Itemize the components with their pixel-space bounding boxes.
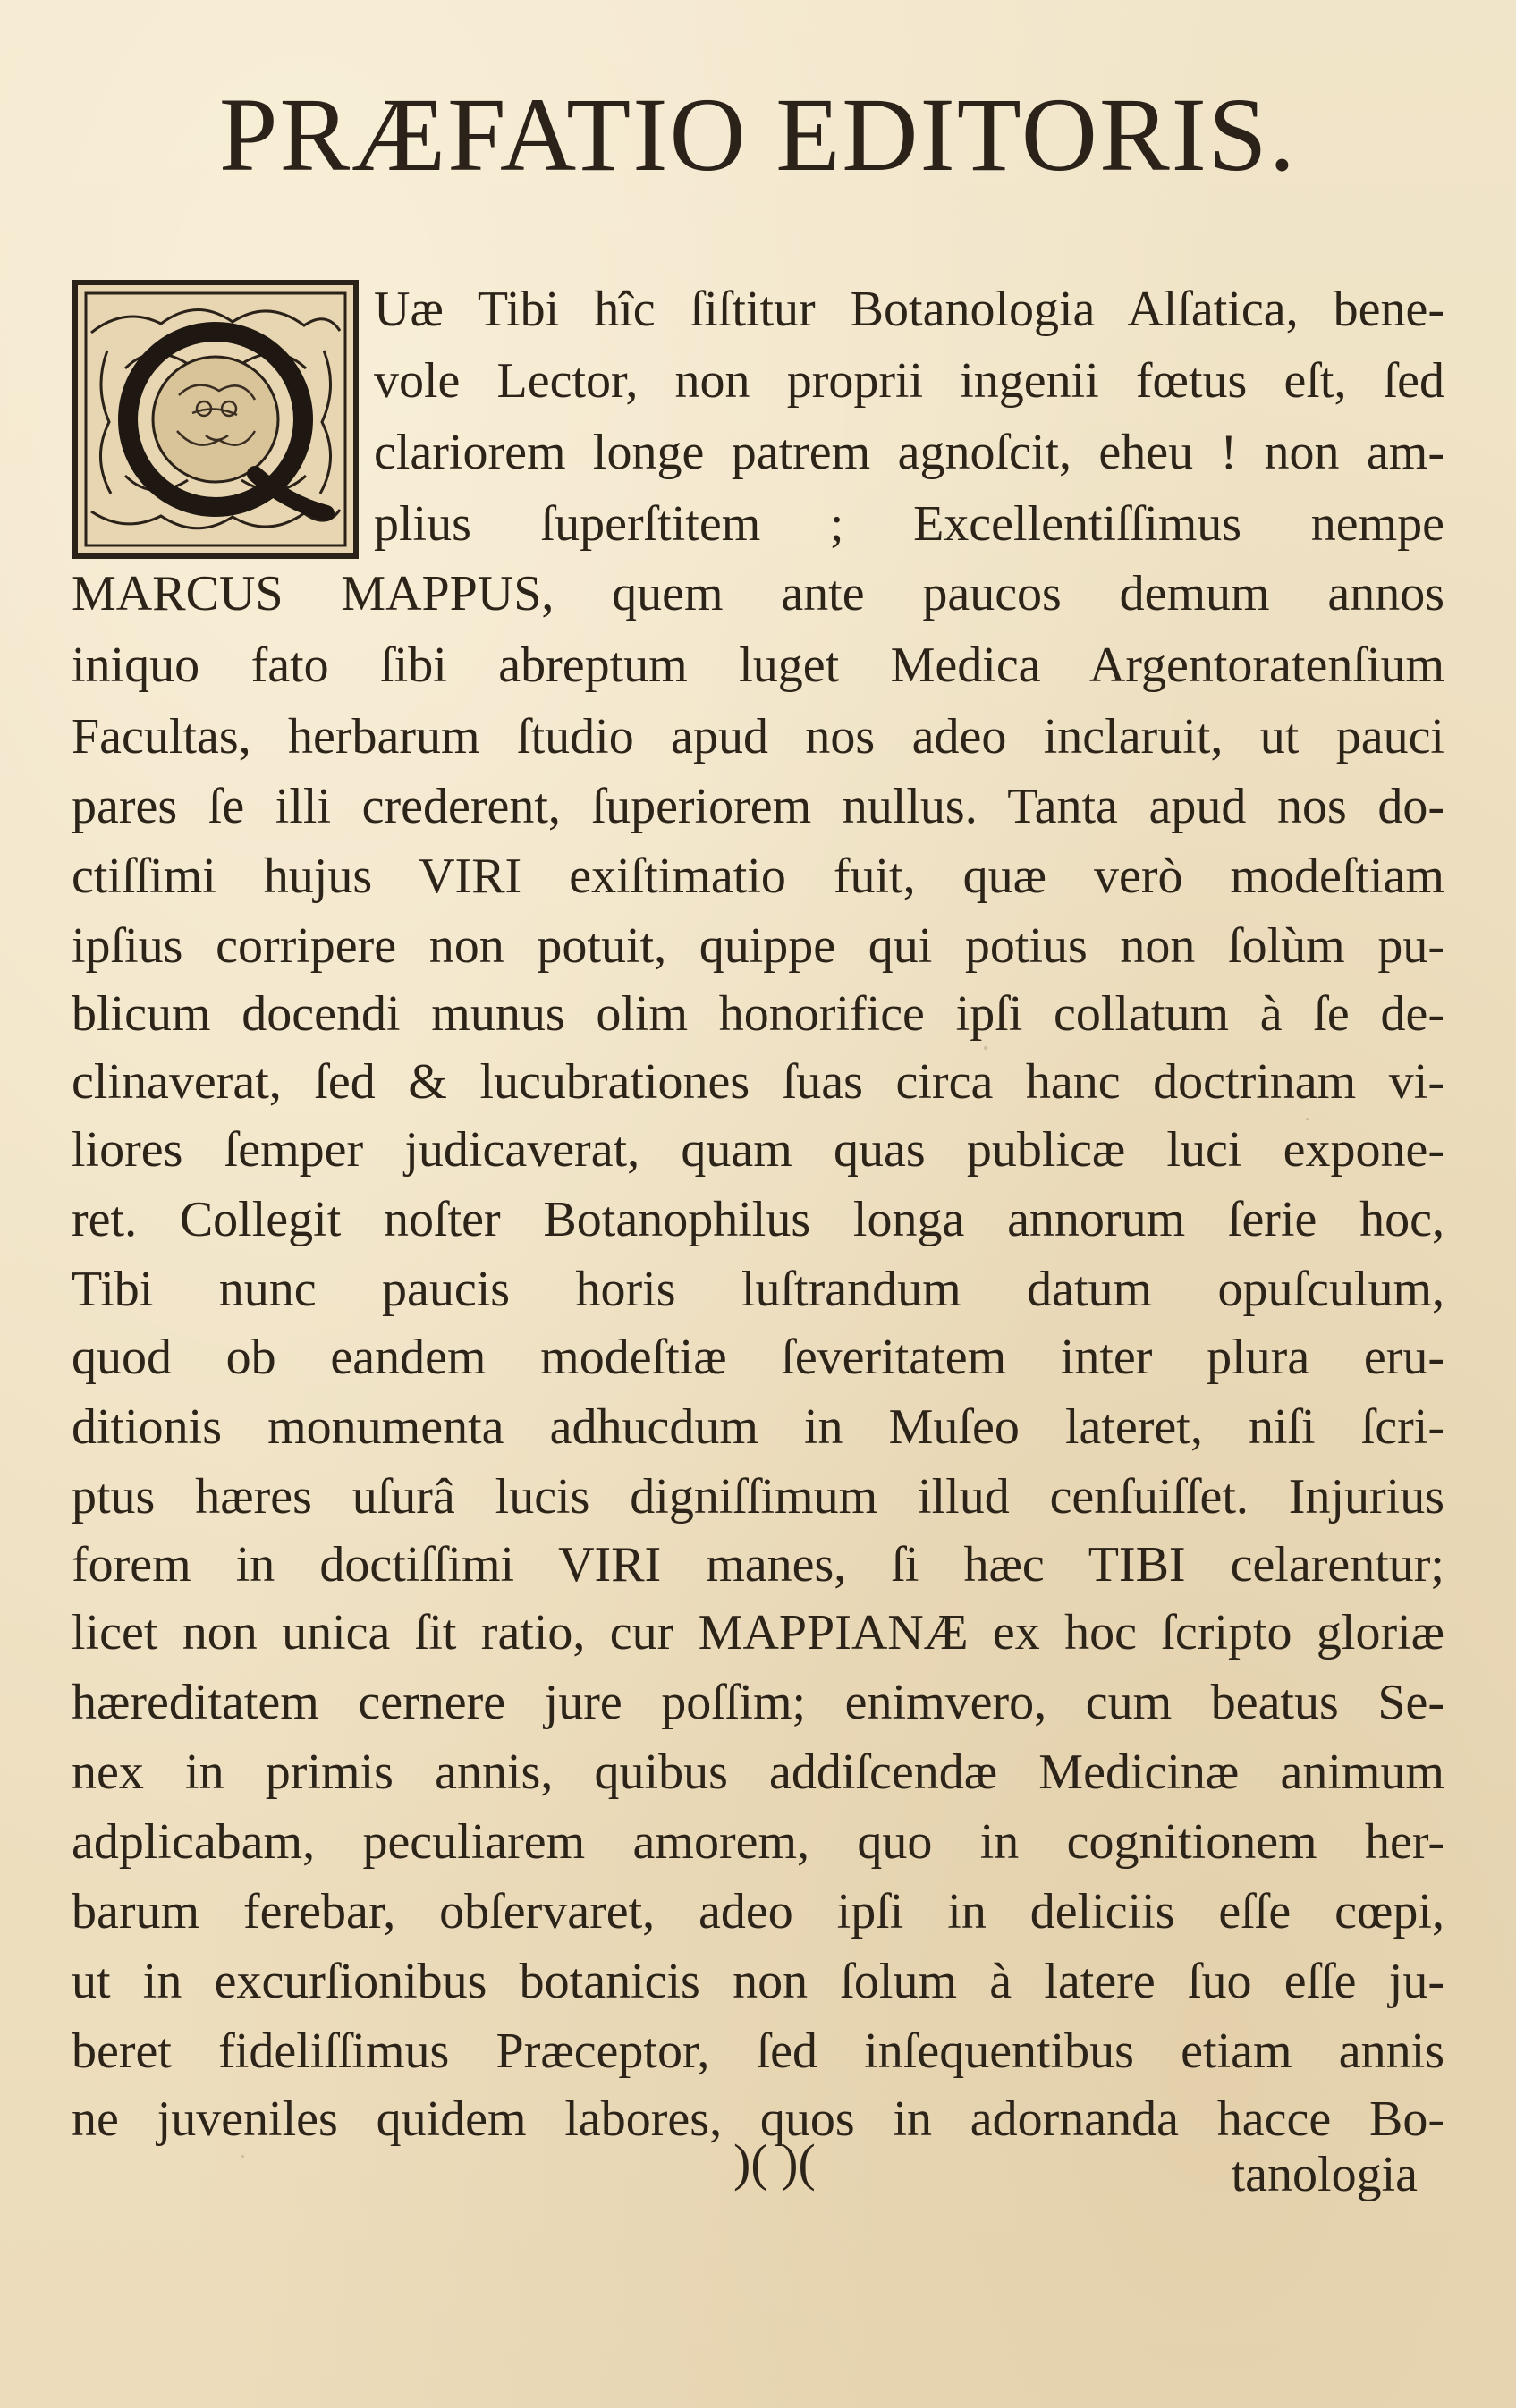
paper-speck bbox=[984, 1046, 987, 1050]
text-line-11: blicum docendi munus olim honorifice ipſi collatum à ſe de- bbox=[72, 986, 1444, 1042]
paper-speck bbox=[241, 2155, 244, 2158]
text-line-10: ipſius corripere non potuit, quippe qui potius non ſolùm pu- bbox=[72, 918, 1444, 974]
paper-speck bbox=[1306, 1118, 1309, 1120]
text-line-27: ne juveniles quidem labores, quos in adornanda hacce Bo- bbox=[72, 2091, 1444, 2147]
text-line-5: MARCUS MAPPUS, quem ante paucos demum annos bbox=[72, 566, 1444, 621]
text-line-25: ut in excurſionibus botanicis non ſolum à latere ſuo eſſe ju- bbox=[72, 1954, 1444, 2009]
text-line-6: iniquo fato ſibi abreptum luget Medica Argentoratenſium bbox=[72, 638, 1444, 693]
text-line-18: ptus hæres uſurâ lucis digniſſimum illud cenſuiſſet. Injurius bbox=[72, 1469, 1444, 1525]
text-line-22: nex in primis annis, quibus addiſcendæ Medicinæ animum bbox=[72, 1745, 1444, 1800]
text-line-12: clinaverat, ſed & lucubrationes ſuas circa hanc doctrinam vi- bbox=[72, 1054, 1444, 1110]
text-line-15: Tibi nunc paucis horis luſtrandum datum opuſculum, bbox=[72, 1262, 1444, 1317]
text-line-14: ret. Collegit noſter Botanophilus longa annorum ſerie hoc, bbox=[72, 1192, 1444, 1247]
text-line-24: barum ferebar, obſervaret, adeo ipſi in deliciis eſſe cœpi, bbox=[72, 1884, 1444, 1939]
text-line-23: adplicabam, peculiarem amorem, quo in cognitionem her- bbox=[72, 1814, 1444, 1870]
text-line-16: quod ob eandem modeſtiæ ſeveritatem inter plura eru- bbox=[72, 1330, 1444, 1385]
text-line-1: Uæ Tibi hîc ſiſtitur Botanologia Alſatica, bene- bbox=[374, 282, 1444, 337]
text-line-7: Facultas, herbarum ſtudio apud nos adeo inclaruit, ut pauci bbox=[72, 709, 1444, 765]
decorative-initial-q-icon bbox=[72, 279, 360, 560]
text-line-20: licet non unica ſit ratio, cur MAPPIANÆ ex hoc ſcripto gloriæ bbox=[72, 1605, 1444, 1660]
catchword: tanologia bbox=[1231, 2147, 1418, 2202]
text-line-21: hæreditatem cernere jure poſſim; enimvero, cum beatus Se- bbox=[72, 1675, 1444, 1730]
text-line-8: pares ſe illi crederent, ſuperiorem nullus. Tanta apud nos do- bbox=[72, 779, 1444, 834]
text-line-19: forem in doctiſſimi VIRI manes, ſi hæc TIBI celarentur; bbox=[72, 1537, 1444, 1593]
text-line-13: liores ſemper judicaverat, quam quas publicæ luci expone- bbox=[72, 1122, 1444, 1178]
text-line-26: beret fideliſſimus Præceptor, ſed inſequentibus etiam annis bbox=[72, 2024, 1444, 2079]
text-line-4: plius ſuperſtitem ; Excellentiſſimus nempe bbox=[374, 496, 1444, 552]
signature-mark: )( )( bbox=[733, 2133, 816, 2192]
page-title: PRÆFATIO EDITORIS. bbox=[218, 76, 1298, 193]
text-line-9: ctiſſimi hujus VIRI exiſtimatio fuit, quæ verò modeſtiam bbox=[72, 849, 1444, 904]
text-line-3: clariorem longe patrem agnoſcit, eheu ! non am- bbox=[374, 425, 1444, 480]
text-line-2: vole Lector, non proprii ingenii fœtus eſt, ſed bbox=[374, 353, 1444, 409]
text-line-17: ditionis monumenta adhucdum in Muſeo lateret, niſi ſcri- bbox=[72, 1399, 1444, 1455]
